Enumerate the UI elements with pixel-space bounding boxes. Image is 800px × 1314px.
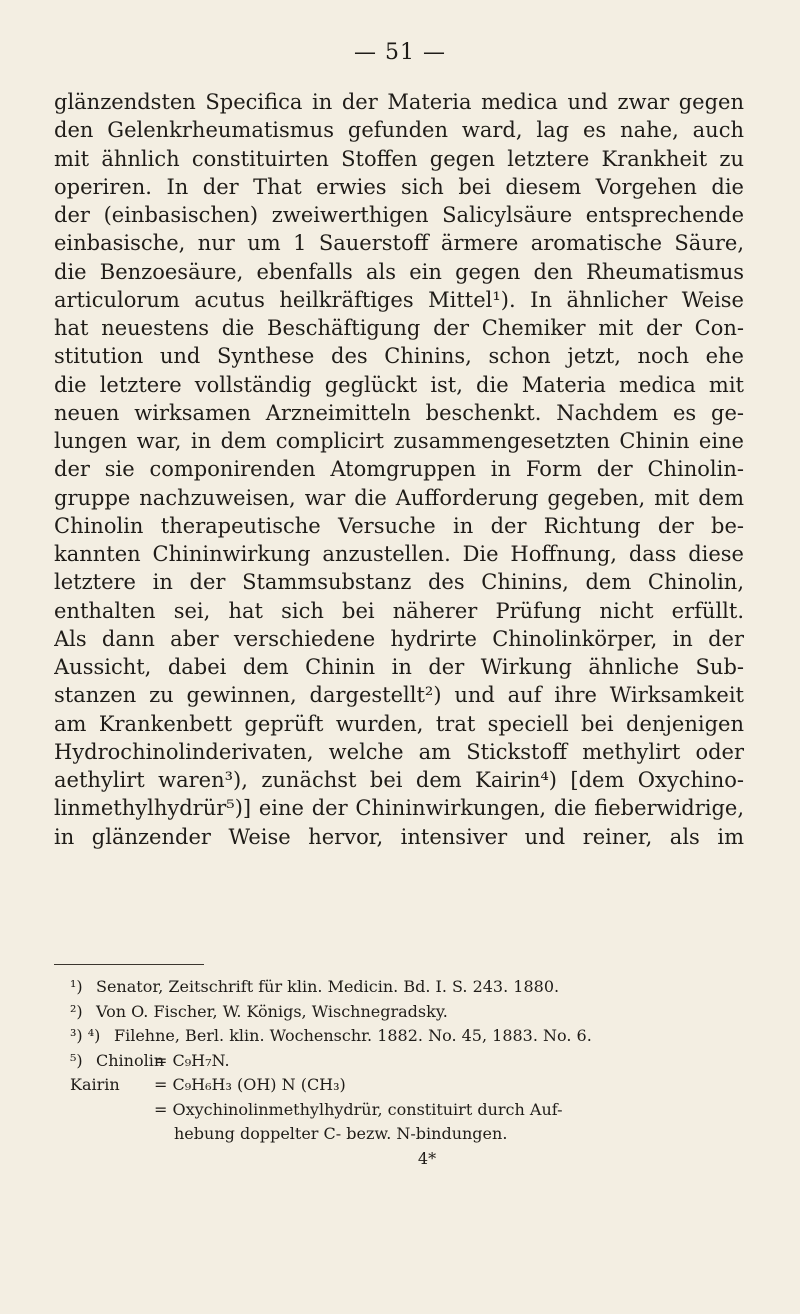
text-line: der (einbasischen) zweiwerthigen Salicylsäure entsprechende (54, 203, 744, 227)
text-line: die Benzoesäure, ebenfalls als ein gegen den Rheumatismus (54, 259, 744, 284)
footnote-5 (70, 1049, 744, 1074)
text-line: Als dann aber verschiedene hydrirte Chinolinkörper, in der (54, 626, 744, 651)
footnote-text: Von O. Fischer, W. Königs, Wischnegradsky. (96, 1001, 448, 1021)
footnote-5-kairin (70, 1073, 744, 1098)
footnote-2 (70, 1000, 744, 1025)
text-line: hat neuestens die Beschäftigung der Chemiker mit der Con- (54, 316, 744, 340)
footnote-5-explanation (70, 1122, 744, 1147)
text-line: die letztere vollständig geglückt ist, die Materia medica mit (54, 372, 744, 397)
footnote-5-explanation (70, 1098, 744, 1123)
text-line: am Krankenbett geprüft wurden, trat speciell bei denjenigen (54, 711, 744, 736)
text-line: mit ähnlich constituirten Stoffen gegen letztere Krankheit zu (54, 146, 744, 171)
text-line: letztere in der Stammsubstanz des Chinins, dem Chinolin, (54, 570, 744, 595)
text-line: Chinolin therapeutische Versuche in der Richtung der be- (54, 513, 744, 538)
footnote-marker: ¹) (70, 977, 83, 996)
main-text (54, 88, 744, 851)
text-line: articulorum acutus heilkräftiges Mittel¹). In ähnlicher Weise (54, 287, 744, 312)
text-line: gruppe nachzuweisen, war die Aufforderung gegeben, mit dem (54, 485, 744, 510)
footnote-divider (54, 964, 204, 965)
kairin-label: Kairin (70, 1075, 120, 1094)
chinolin-formula: = C₉H₇N. (154, 1050, 230, 1070)
text-line: enthalten sei, hat sich bei näherer Prüfung nicht erfüllt. (54, 598, 744, 623)
footnote-3-4 (70, 1024, 744, 1049)
explanation-line: hebung doppelter C- bezw. N-bindungen. (174, 1124, 508, 1143)
chinolin-label: Chinolin (96, 1050, 165, 1070)
text-line: den Gelenkrheumatismus gefunden ward, lag es nahe, auch (54, 118, 744, 143)
footnote-marker: ⁵) (70, 1050, 83, 1070)
page-number: — 51 — (354, 40, 446, 65)
footnote-marker: ³) ⁴) (70, 1026, 101, 1045)
text-line: Hydrochinolinderivaten, welche am Stickstoff methylirt oder (54, 739, 744, 764)
text-line: lungen war, in dem complicirt zusammengesetzten Chinin eine (54, 429, 744, 453)
text-line: operiren. In der That erwies sich bei diesem Vorgehen die (54, 174, 744, 199)
text-line: in glänzender Weise hervor, intensiver und reiner, als im (54, 824, 744, 849)
explanation-line: = Oxychinolinmethylhydrür, constituirt durch Auf- (154, 1099, 563, 1119)
text-line: aethylirt waren³), zunächst bei dem Kairin⁴) [dem Oxychino- (54, 768, 744, 792)
signature-mark: 4* (417, 1148, 437, 1168)
text-line: einbasische, nur um 1 Sauerstoff ärmere aromatische Säure, (54, 231, 744, 256)
text-line: stanzen zu gewinnen, dargestellt²) und auf ihre Wirksamkeit (54, 683, 744, 708)
footnotes (70, 975, 744, 1171)
footnote-text: Filehne, Berl. klin. Wochenschr. 1882. No. 45, 1883. No. 6. (114, 1026, 592, 1045)
footnote-1 (70, 975, 744, 1000)
kairin-formula: = C₉H₆H₃ (OH) N (CH₃) (154, 1075, 346, 1094)
text-line: neuen wirksamen Arzneimitteln beschenkt. Nachdem es ge- (54, 400, 744, 425)
footnote-marker: ²) (70, 1001, 83, 1021)
text-line: der sie componirenden Atomgruppen in Form der Chinolin- (54, 457, 744, 482)
text-line: kannten Chininwirkung anzustellen. Die Hoffnung, dass diese (54, 542, 744, 566)
text-line: linmethylhydrür⁵)] eine der Chininwirkungen, die fieberwidrige, (54, 796, 744, 821)
footnote-text: Senator, Zeitschrift für klin. Medicin. Bd. I. S. 243. 1880. (96, 977, 560, 996)
text-line: stitution und Synthese des Chinins, schon jetzt, noch ehe (54, 344, 744, 369)
text-line: glänzendsten Specifica in der Materia medica und zwar gegen (54, 90, 744, 114)
text-line: Aussicht, dabei dem Chinin in der Wirkung ähnliche Sub- (54, 655, 744, 679)
